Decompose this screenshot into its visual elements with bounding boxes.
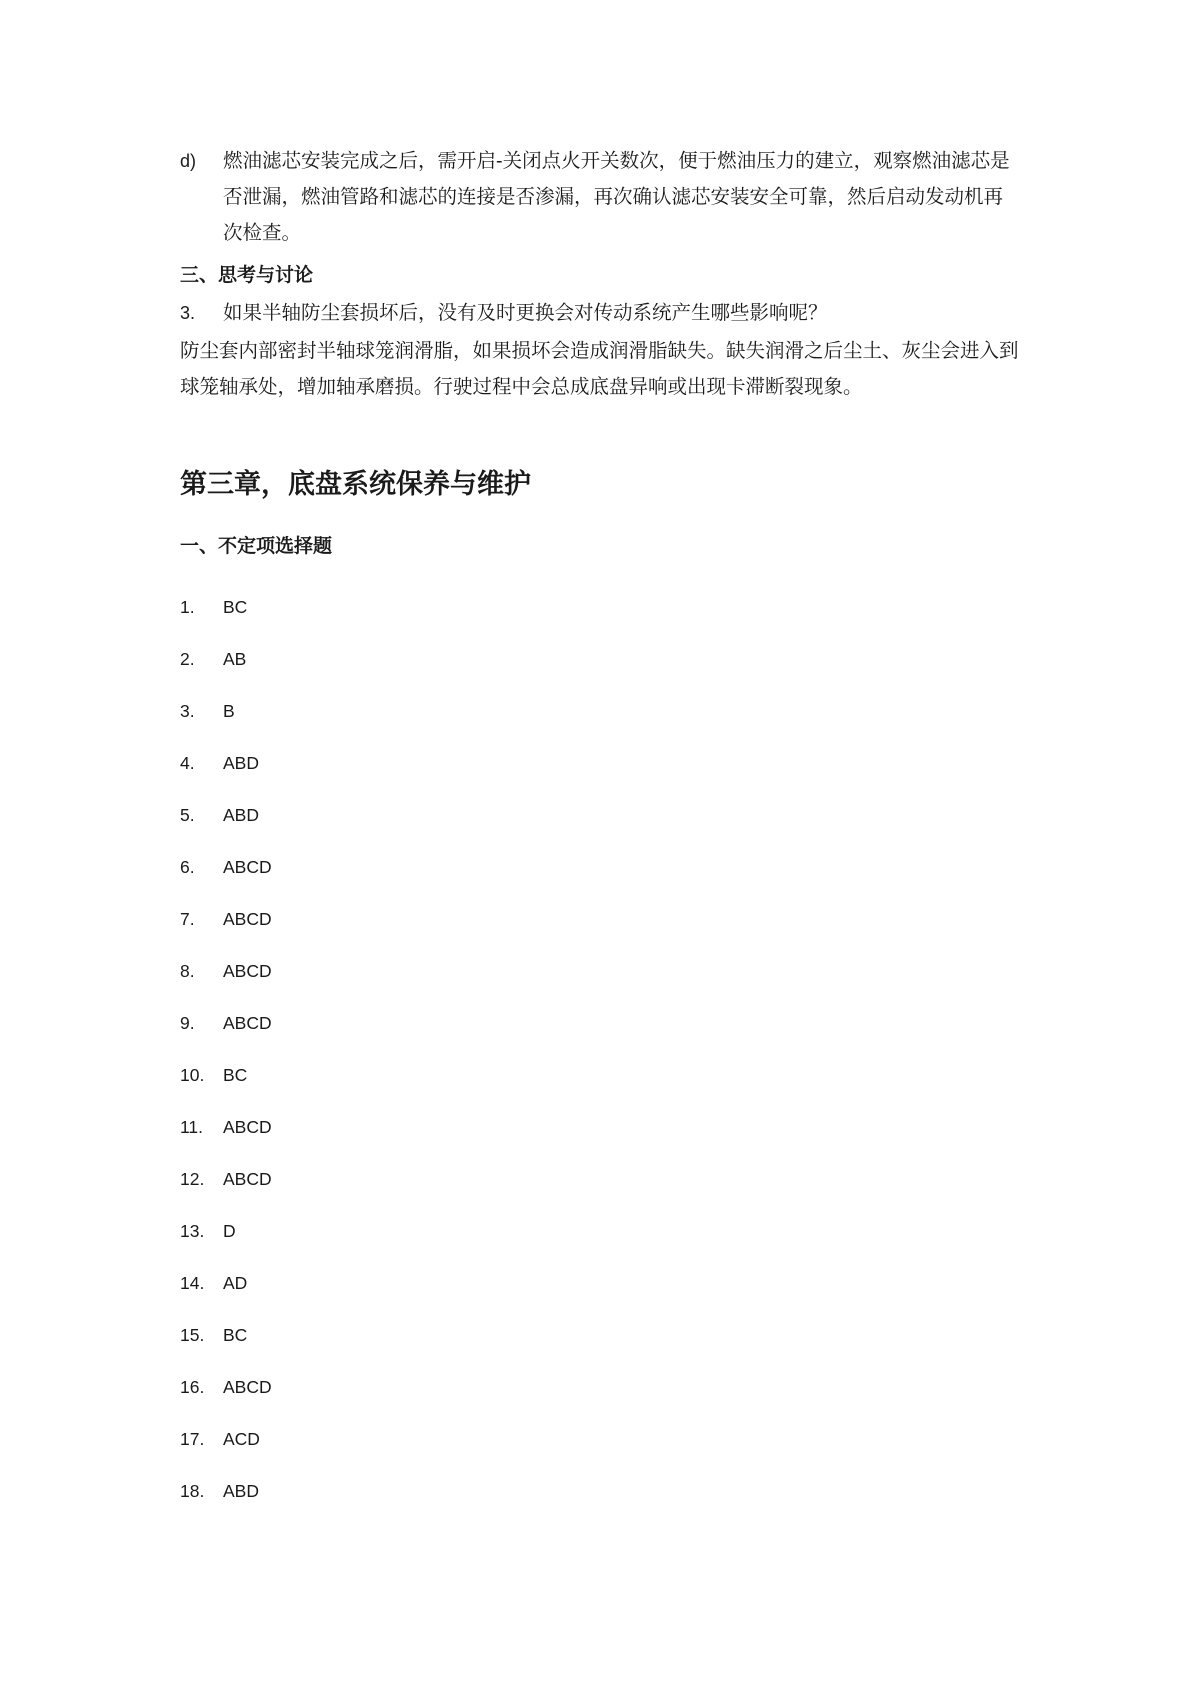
answer-number: 16. (180, 1376, 205, 1397)
answer-number: 4. (180, 752, 195, 773)
answer-row (180, 841, 1020, 893)
answer-row (180, 685, 1020, 737)
answer-value: B (223, 700, 235, 721)
answer-number: 8. (180, 960, 195, 981)
answer-number: 14. (180, 1272, 205, 1293)
answer-number: 7. (180, 908, 195, 929)
answer-row (180, 1465, 1020, 1517)
answer-row (180, 893, 1020, 945)
answer-number: 13. (180, 1220, 205, 1241)
list-item-text: 燃油滤芯安装完成之后，需开启-关闭点火开关数次，便于燃油压力的建立，观察燃油滤芯是否泄漏，燃油管路和滤芯的连接是否渗漏，再次确认滤芯安装安全可靠，然后启动发动机再次检查。 (223, 149, 1010, 244)
answer-value: BC (223, 1064, 248, 1085)
answer-number: 3. (180, 700, 195, 721)
answer-number: 2. (180, 648, 195, 669)
list-marker: d) (180, 151, 197, 171)
answer-value: ABCD (223, 1168, 272, 1189)
answer-row (180, 1153, 1020, 1205)
answer-value: ABCD (223, 960, 272, 981)
answer-row (180, 997, 1020, 1049)
answer-value: BC (223, 596, 248, 617)
answer-number: 15. (180, 1324, 205, 1345)
answer-number: 6. (180, 856, 195, 877)
section-heading: 三、思考与讨论 (180, 264, 314, 286)
answer-row (180, 1361, 1020, 1413)
answer-row (180, 1257, 1020, 1309)
answer-number: 18. (180, 1480, 205, 1501)
page-content (180, 143, 1020, 1517)
discussion-question (180, 295, 1020, 331)
answer-value: ABD (223, 804, 259, 825)
question-text: 如果半轴防尘套损坏后，没有及时更换会对传动系统产生哪些影响呢？ (223, 301, 828, 324)
list-item-d (180, 143, 1020, 251)
chapter-title: 第三章，底盘系统保养与维护 (180, 469, 531, 500)
answer-row (180, 1101, 1020, 1153)
answer-row (180, 945, 1020, 997)
answer-value: ABCD (223, 908, 272, 929)
answer-row (180, 1413, 1020, 1465)
answer-value: ACD (223, 1428, 260, 1449)
answer-row (180, 1205, 1020, 1257)
discussion-answer: 防尘套内部密封半轴球笼润滑脂，如果损坏会造成润滑脂缺失。缺失润滑之后尘土、灰尘会进入到球笼轴承处，增加轴承磨损。行驶过程中会总成底盘异响或出现卡滞断裂现象。 (180, 339, 1019, 398)
answer-value: ABCD (223, 856, 272, 877)
answer-row (180, 789, 1020, 841)
answer-value: AD (223, 1272, 248, 1293)
answer-number: 10. (180, 1064, 205, 1085)
answer-value: BC (223, 1324, 248, 1345)
answer-row (180, 633, 1020, 685)
answer-value: D (223, 1220, 236, 1241)
answer-number: 11. (180, 1116, 204, 1137)
answer-number: 5. (180, 804, 195, 825)
answer-number: 9. (180, 1012, 195, 1033)
answer-list (180, 581, 1020, 1517)
answer-value: ABCD (223, 1376, 272, 1397)
answer-row (180, 1309, 1020, 1361)
answer-row (180, 737, 1020, 789)
section-subheading: 一、不定项选择题 (180, 535, 333, 557)
question-number: 3. (180, 303, 196, 323)
answer-row (180, 581, 1020, 633)
answer-value: ABD (223, 752, 259, 773)
answer-value: ABCD (223, 1012, 272, 1033)
answer-number: 1. (180, 596, 195, 617)
answer-value: ABD (223, 1480, 259, 1501)
answer-number: 12. (180, 1168, 205, 1189)
answer-value: ABCD (223, 1116, 272, 1137)
answer-value: AB (223, 648, 247, 669)
answer-number: 17. (180, 1428, 205, 1449)
answer-row (180, 1049, 1020, 1101)
